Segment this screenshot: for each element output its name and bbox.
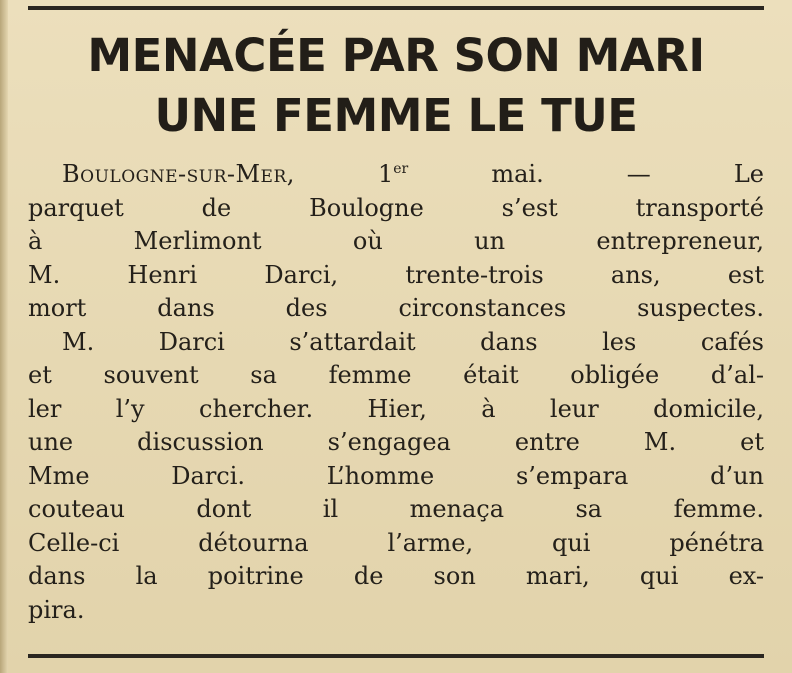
article-line-dateline (28, 158, 764, 192)
bottom-rule (28, 654, 764, 660)
headline (28, 26, 764, 146)
article-line: ler l’y chercher. Hier, à leur domicile, (28, 394, 764, 423)
article-line: parquet de Boulogne s’est transporté (28, 193, 764, 222)
article-line: et souvent sa femme était obligée d’al- (28, 361, 764, 389)
top-rule (28, 6, 764, 10)
article-line: M. Henri Darci, trente-trois ans, est (28, 260, 764, 289)
article-line: à Merlimont où un entrepreneur, (28, 227, 764, 255)
article-body (28, 158, 764, 627)
article-line: M. Darci s’attardait dans les cafés (62, 327, 764, 356)
article-line: dans la poitrine de son mari, qui ex- (28, 562, 764, 590)
dateline-day: 1 (377, 160, 394, 188)
article-line: pira. (28, 595, 85, 624)
headline-line-1: MENACÉE PAR SON MARI (87, 29, 705, 82)
article-line: mort dans des circonstances suspectes. (28, 294, 764, 322)
article-line: Celle-ci détourna l’arme, qui pénétra (28, 528, 764, 557)
dateline-place: Boulogne-sur-Mer, (62, 160, 295, 188)
article-line: une discussion s’engagea entre M. et (28, 428, 764, 456)
dateline-superscript: er (393, 161, 409, 177)
article-line: Mme Darci. L’homme s’empara d’un (28, 461, 764, 490)
paper-edge (0, 0, 8, 673)
headline-line-2: UNE FEMME LE TUE (154, 89, 638, 142)
dateline-rest: mai. — Le (491, 160, 764, 188)
article-line: couteau dont il menaça sa femme. (28, 495, 764, 523)
